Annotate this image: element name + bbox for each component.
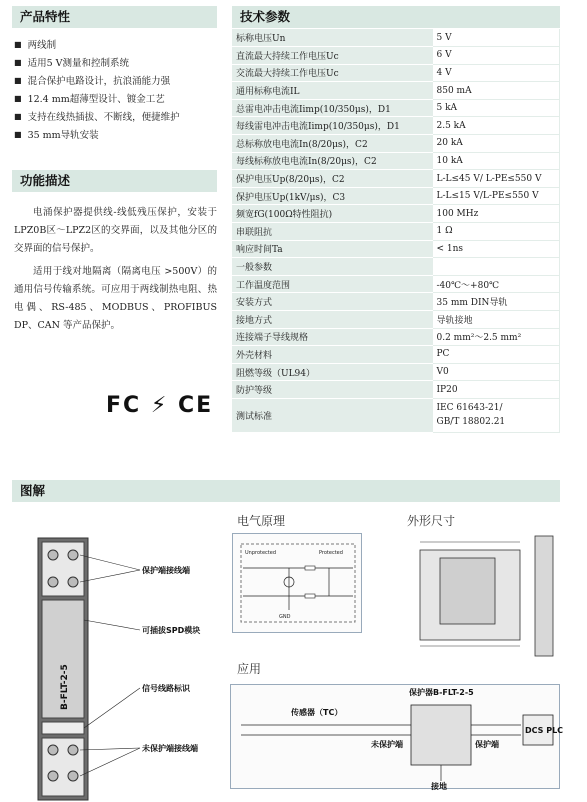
spec-row <box>232 64 560 82</box>
spec-value: 20 kA <box>432 135 560 153</box>
feature-item: ■ 两线制 <box>14 37 219 55</box>
spec-value: L-L≤45 V/ L-PE≤550 V <box>432 170 560 188</box>
function-heading: 功能描述 <box>12 170 217 192</box>
spec-param: 直流最大持续工作电压Uc <box>232 47 432 65</box>
feature-item: ■ 适用5 V测量和控制系统 <box>14 55 219 73</box>
electrical-title: 电气原理 <box>237 514 286 528</box>
spec-row <box>232 135 560 153</box>
spec-param: 连接端子导线规格 <box>232 328 432 346</box>
certification-logos: FC ⚡ CE <box>106 393 214 418</box>
spec-param: 总标称放电电流In(8/20μs)，C2 <box>232 135 432 153</box>
spec-value: 4 V <box>432 64 560 82</box>
spec-value: 0.2 mm²～2.5 mm² <box>432 328 560 346</box>
spec-row <box>232 258 560 276</box>
schematic-protected-label: Protected <box>319 550 343 556</box>
spec-table <box>232 29 560 433</box>
callout-protected-terminal: 保护端接线端 <box>142 566 190 575</box>
module-label: B-FLT-2-5 <box>60 664 70 710</box>
app-right-label: 保护端 <box>475 740 499 749</box>
app-ground-label: 接地 <box>431 782 447 791</box>
spec-value-line: IEC 61643-21/ <box>436 403 503 414</box>
spec-param: 安装方式 <box>232 293 432 311</box>
function-paragraph: 电涌保护器提供线-线低残压保护，安装于LPZ0B区～LPZ2区的交界面，以及其他分区的交界面的信号保护。 <box>14 207 217 254</box>
feature-item: ■ 支持在线热插拔、不断线，便捷维护 <box>14 109 219 127</box>
spec-value-line: GB/T 18802.21 <box>436 417 506 428</box>
spec-row <box>232 346 560 364</box>
spec-row <box>232 205 560 223</box>
module-drawing <box>12 510 242 800</box>
diagram-heading: 图解 <box>12 480 560 502</box>
spec-row <box>232 170 560 188</box>
spec-param: 交流最大持续工作电压Uc <box>232 64 432 82</box>
spec-param: 总雷电冲击电流Iimp(10/350μs)，D1 <box>232 99 432 117</box>
dimension-drawing <box>400 528 560 668</box>
spec-heading: 技术参数 <box>232 6 560 28</box>
spec-value: -40℃～+80℃ <box>432 275 560 293</box>
app-plc-label: DCS PLC <box>525 726 564 735</box>
spec-value: 850 mA <box>432 82 560 100</box>
spec-value: 6 V <box>432 47 560 65</box>
schematic-unprotected-label: Unprotected <box>245 550 277 556</box>
spec-row <box>232 381 560 399</box>
callout-signal-label: 信号线路标识 <box>142 684 190 693</box>
features-heading: 产品特性 <box>12 6 217 28</box>
spec-row <box>232 99 560 117</box>
spec-row <box>232 363 560 381</box>
spec-row <box>232 275 560 293</box>
callout-pluggable-module: 可插拔SPD模块 <box>142 626 201 635</box>
spec-value: 5 V <box>432 29 560 47</box>
spec-value: 1 Ω <box>432 223 560 241</box>
spec-param: 标称电压Un <box>232 29 432 47</box>
feature-item: ■ 12.4 mm超薄型设计、镀金工艺 <box>14 91 219 109</box>
spec-row <box>232 47 560 65</box>
spec-row <box>232 223 560 241</box>
app-left-label: 未保护端 <box>371 740 403 749</box>
spec-row <box>232 293 560 311</box>
spec-param: 串联阻抗 <box>232 223 432 241</box>
spec-value: IP20 <box>432 381 560 399</box>
spec-row <box>232 187 560 205</box>
spec-value: PC <box>432 346 560 364</box>
spec-param: 外壳材料 <box>232 346 432 364</box>
spec-row <box>232 240 560 258</box>
dimension-title: 外形尺寸 <box>407 514 456 528</box>
features-list <box>14 37 219 145</box>
spec-value <box>432 398 560 432</box>
spec-value: 导轨接地 <box>432 311 560 329</box>
spec-param: 响应时间Ta <box>232 240 432 258</box>
spec-row <box>232 311 560 329</box>
spec-param: 一般参数 <box>232 258 432 276</box>
spec-value: 5 kA <box>432 99 560 117</box>
spec-value: 2.5 kA <box>432 117 560 135</box>
electrical-schematic <box>232 533 362 633</box>
spec-param: 阻燃等级（UL94） <box>232 363 432 381</box>
app-module-label: 保护器B-FLT-2-5 <box>409 688 474 697</box>
spec-value: 10 kA <box>432 152 560 170</box>
schematic-gnd-label: GND <box>279 614 291 620</box>
application-title: 应用 <box>237 662 262 676</box>
spec-row <box>232 117 560 135</box>
spec-param: 保护电压Up(8/20μs)，C2 <box>232 170 432 188</box>
spec-param: 每线雷电冲击电流Iimp(10/350μs)，D1 <box>232 117 432 135</box>
function-description <box>14 204 217 340</box>
spec-param: 工作温度范围 <box>232 275 432 293</box>
spec-param: 保护电压Up(1kV/μs)，C3 <box>232 187 432 205</box>
spec-value: 35 mm DIN导轨 <box>432 293 560 311</box>
application-diagram <box>230 684 564 791</box>
function-paragraph: 适用于线对地隔离（隔离电压 >500V）的通用信号传输系统。可应用于两线制热电阻、热电偶、RS-485、MODBUS、PROFIBUS DP、CAN 等产品保护。 <box>14 266 217 331</box>
spec-value: 100 MHz <box>432 205 560 223</box>
spec-param: 接地方式 <box>232 311 432 329</box>
feature-item: ■ 混合保护电路设计，抗浪涌能力强 <box>14 73 219 91</box>
spec-value: V0 <box>432 363 560 381</box>
spec-row <box>232 82 560 100</box>
feature-item: ■ 35 mm导轨安装 <box>14 127 219 145</box>
callout-unprotected-terminal: 未保护端接线端 <box>142 744 198 753</box>
spec-param: 频宽fG(100Ω特性阻抗) <box>232 205 432 223</box>
spec-row <box>232 29 560 47</box>
spec-row <box>232 398 560 432</box>
spec-row <box>232 152 560 170</box>
spec-value <box>432 258 560 276</box>
spec-value: L-L≤15 V/L-PE≤550 V <box>432 187 560 205</box>
spec-param: 防护等级 <box>232 381 432 399</box>
spec-param: 每线标称放电电流In(8/20μs)，C2 <box>232 152 432 170</box>
spec-value: < 1ns <box>432 240 560 258</box>
spec-row <box>232 328 560 346</box>
app-sensor-label: 传感器（TC） <box>291 708 343 717</box>
spec-param: 测试标准 <box>232 398 432 432</box>
spec-param: 通用标称电流IL <box>232 82 432 100</box>
